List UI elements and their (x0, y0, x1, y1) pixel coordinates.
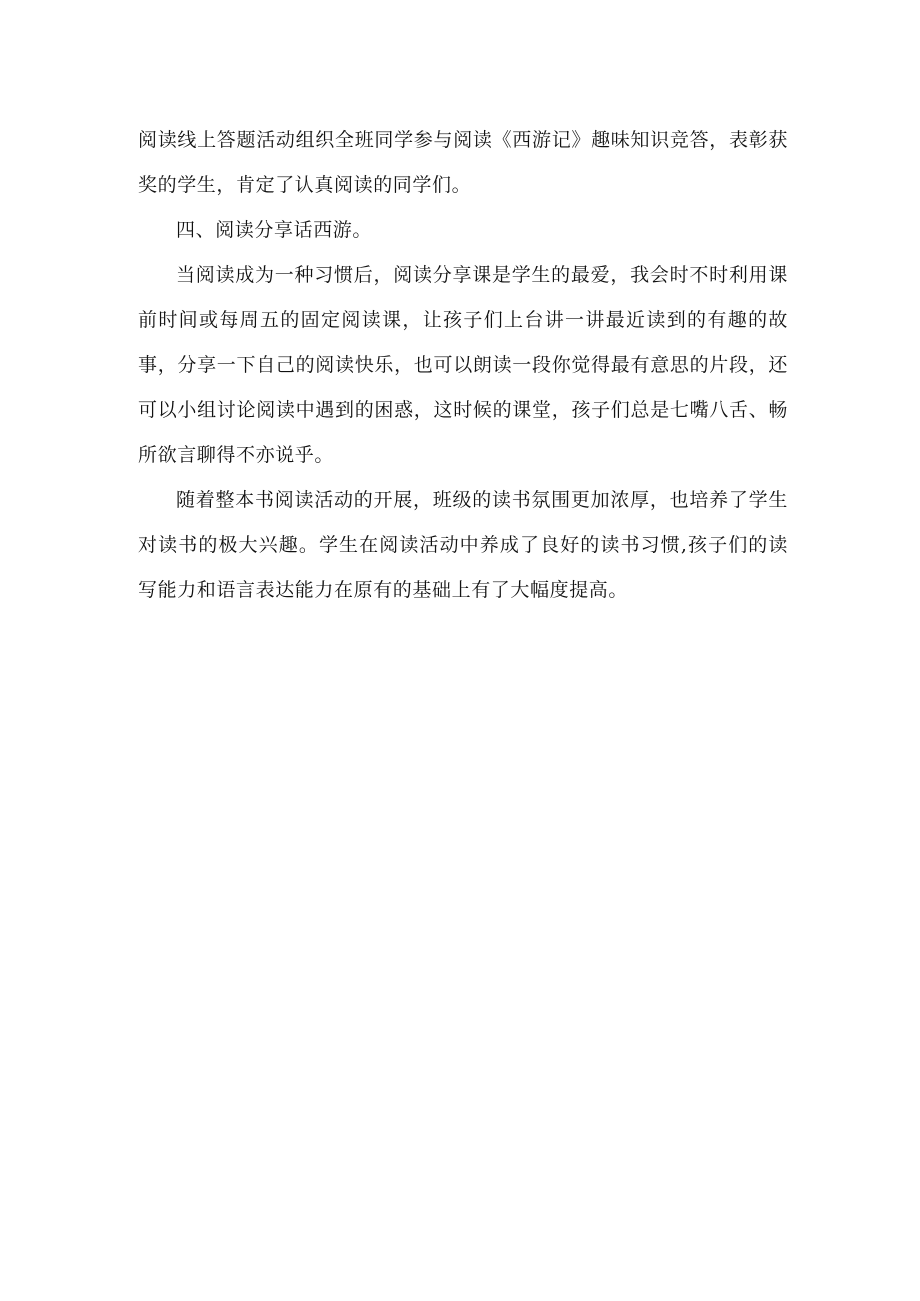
section-heading-sharing: 四、阅读分享话西游。 (176, 219, 373, 241)
paragraph-quiz-activity: 阅读线上答题活动组织全班同学参与阅读《西游记》趣味知识竞答，表彰获奖的学生，肯定了认真阅读的同学们。 (138, 129, 788, 196)
document-body (138, 118, 788, 613)
paragraph-sharing-class: 当阅读成为一种习惯后，阅读分享课是学生的最爱，我会时不时利用课前时间或每周五的固定阅读课，让孩子们上台讲一讲最近读到的有趣的故事，分享一下自己的阅读快乐，也可以朗读一段你觉得最有意思的片段，还可以小组讨论阅读中遇到的困惑，这时候的课堂，孩子们总是七嘴八舌、畅所欲言聊得不亦说乎。 (138, 264, 788, 466)
paragraph-conclusion: 随着整本书阅读活动的开展，班级的读书氛围更加浓厚，也培养了学生对读书的极大兴趣。学生在阅读活动中养成了良好的读书习惯,孩子们的读写能力和语言表达能力在原有的基础上有了大幅度提高。 (138, 489, 788, 601)
